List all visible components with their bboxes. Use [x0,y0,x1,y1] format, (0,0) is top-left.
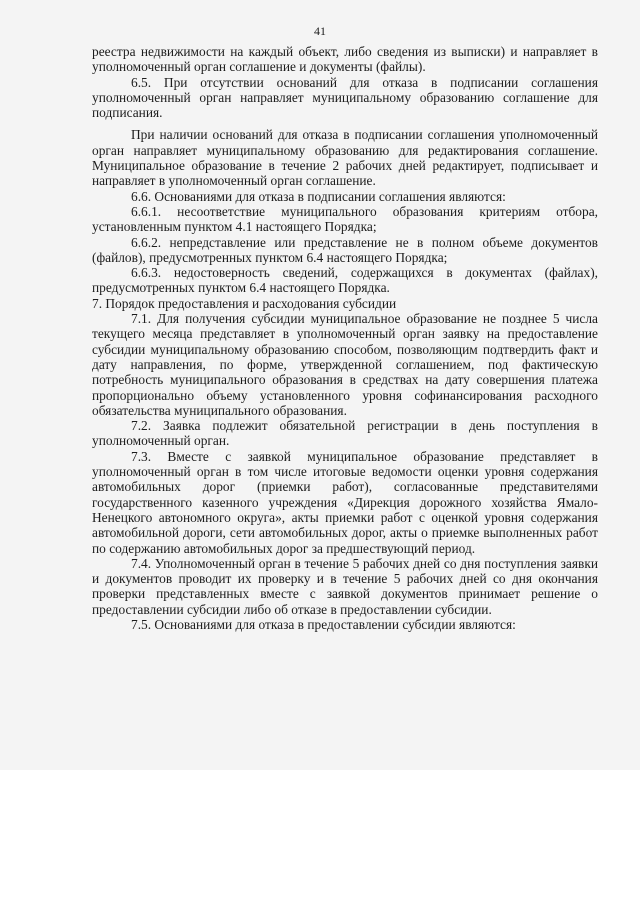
paragraph-6-5: 6.5. При отсутствии оснований для отказа в подписании соглашения уполномоченный орган направляет муниципальному образованию соглашение для подписания. [92,74,598,121]
paragraph-7-3: 7.3. Вместе с заявкой муниципальное образование представляет в уполномоченный орган в том числе итоговые ведомости оценки уровня содержания автомобильных дорог (приемки работ), согласованные представителями государственного казенного учреждения «Дирекция дорожного хозяйства Ямало-Ненецкого автономного округа», акты приемки работ с оценкой уровня содержания автомобильной дороги, сети автомобильных дорог, акты о приемке выполненных работ по содержанию автомобильных дорог за предшествующий период. [92,448,598,556]
paragraph-6-6-2: 6.6.2. непредставление или представление не в полном объеме документов (файлов), предусмотренных пунктом 6.4 настоящего Порядка; [92,234,598,265]
document-body [92,44,598,632]
paragraph-7-2: 7.2. Заявка подлежит обязательной регистрации в день поступления в уполномоченный орган. [92,418,598,449]
paragraph-6-6-3: 6.6.3. недостоверность сведений, содержащихся в документах (файлах), предусмотренных пунктом 6.4 настоящего Порядка. [92,265,598,296]
paragraph-7-4: 7.4. Уполномоченный орган в течение 5 рабочих дней со дня поступления заявки и документов проводит их проверку и в течение 5 рабочих дней со дня окончания проверки представленных вместе с заявкой документов принимает решение о предоставлении субсидии либо об отказе в предоставлении субсидии. [92,555,598,617]
paragraph-7-1: 7.1. Для получения субсидии муниципальное образование не позднее 5 числа текущего месяца представляет в уполномоченный орган заявку на предоставление субсидии муниципальному образованию способом, позволяющим подтвердить факт и дату направления, по форме, утвержденной соглашением, под фактическую потребность муниципального образования в средствах на дату совершения платежа пропорционально объему установленного уровня софинансирования расходного обязательства муниципального образования. [92,311,598,418]
paragraph-7-5: 7.5. Основаниями для отказа в предоставлении субсидии являются: [131,616,516,632]
page-number: 41 [314,24,326,38]
paragraph-6-6: 6.6. Основаниями для отказа в подписании соглашения являются: [131,188,506,204]
paragraph-6-5-refusal: При наличии оснований для отказа в подписании соглашения уполномоченный орган направляет муниципальному образованию для редактирования соглашение. Муниципальное образование в течение 2 рабочих дней редактирует, подписывает и направляет в уполномоченный орган соглашение. [92,127,598,189]
page-bottom-margin [0,770,640,905]
section-heading: 7. Порядок предоставления и расходования субсидии [92,295,397,311]
paragraph-continuation: реестра недвижимости на каждый объект, либо сведения из выписки) и направляет в уполномоченный орган соглашение и документы (файлы). [92,44,598,75]
paragraph-6-6-1: 6.6.1. несоответствие муниципального образования критериям отбора, установленным пунктом 4.1 настоящего Порядка; [92,203,598,235]
